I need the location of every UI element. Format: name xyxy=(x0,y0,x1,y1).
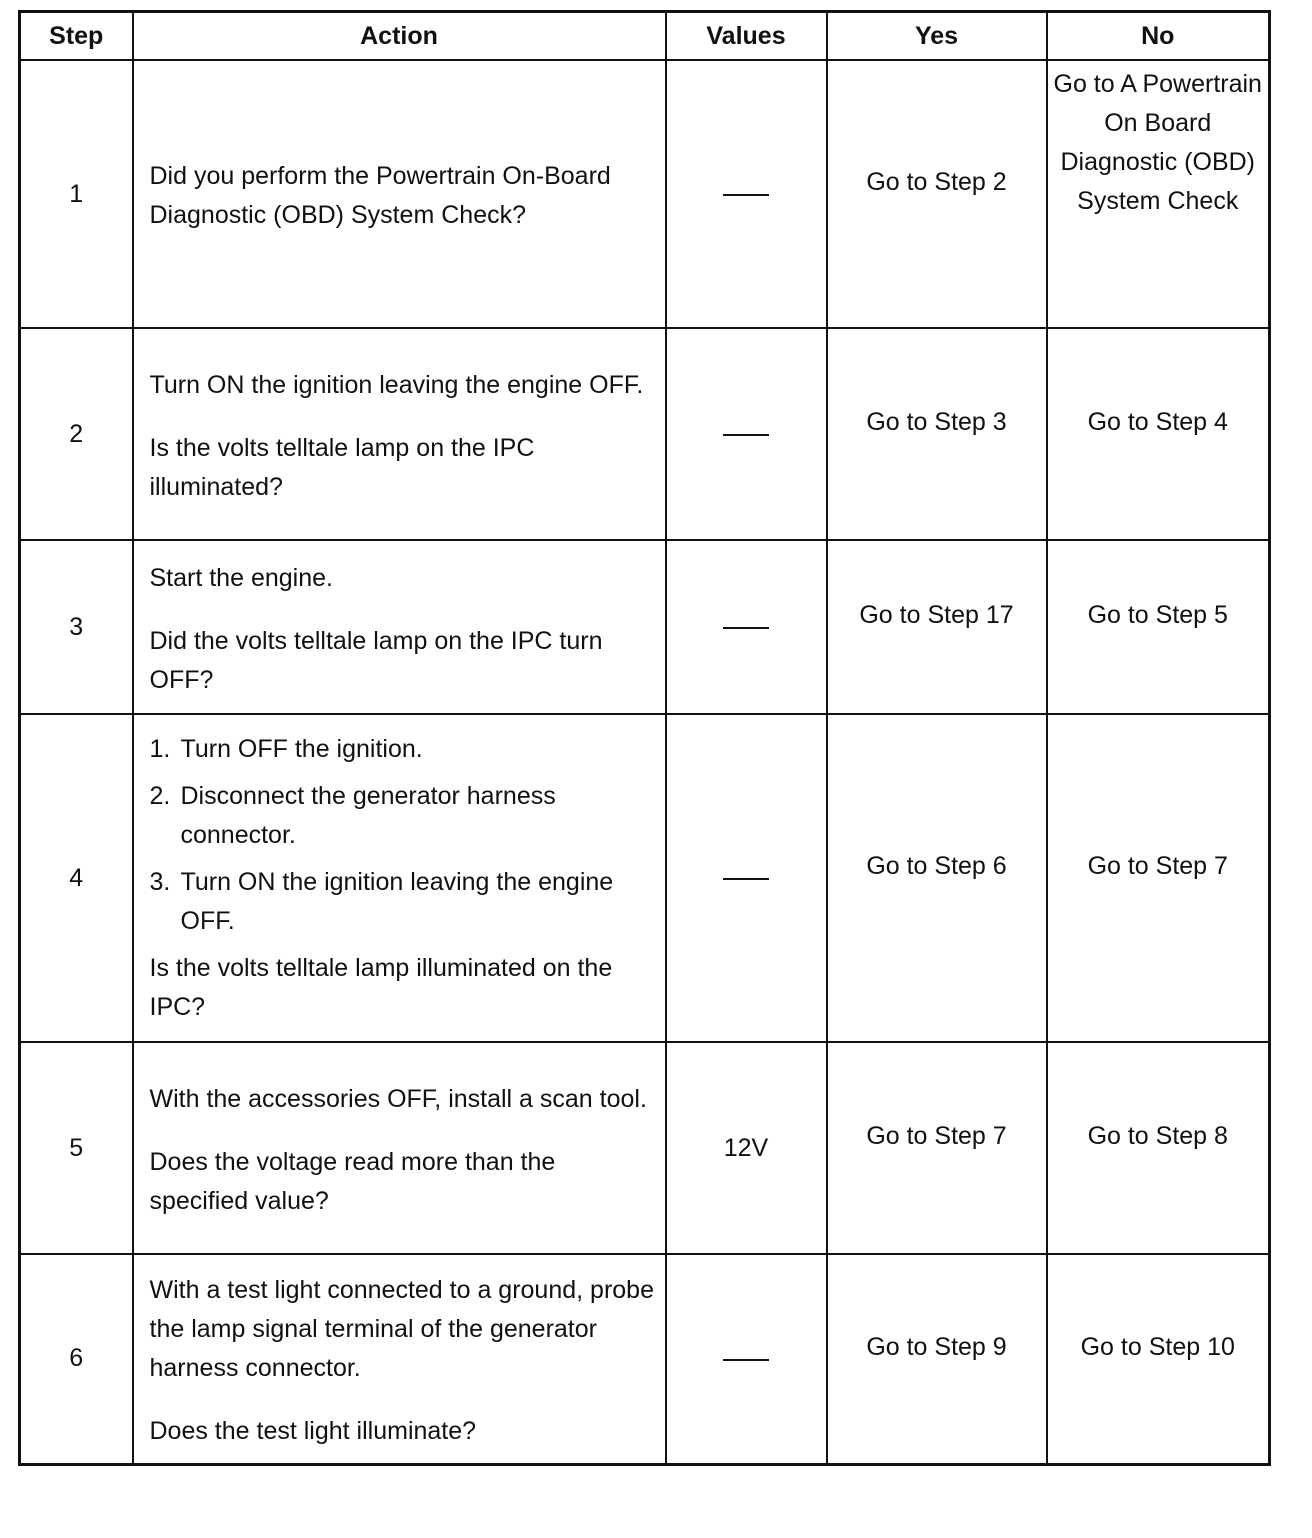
yes-result: Go to Step 7 xyxy=(827,1042,1047,1254)
header-no: No xyxy=(1047,12,1270,61)
value-cell xyxy=(666,60,827,328)
action-cell xyxy=(133,540,666,714)
step-number: 5 xyxy=(20,1042,133,1254)
action-text: Did you perform the Powertrain On-Board Diagnostic (OBD) System Check? xyxy=(149,162,611,229)
header-step: Step xyxy=(20,12,133,61)
yes-result: Go to Step 17 xyxy=(827,540,1047,714)
empty-value-dash xyxy=(723,194,769,196)
action-cell xyxy=(133,1042,666,1254)
table-row xyxy=(20,328,1270,540)
action-question: Did the volts telltale lamp on the IPC turn OFF? xyxy=(149,626,603,694)
table-row xyxy=(20,60,1270,328)
substep-item: 1. Turn OFF the ignition. xyxy=(149,734,423,763)
header-action: Action xyxy=(133,12,666,61)
action-question: Is the volts telltale lamp illuminated on the IPC? xyxy=(149,953,613,1021)
action-text: With a test light connected to a ground, probe the lamp signal terminal of the generator harness connector. xyxy=(149,1275,654,1382)
step-number: 2 xyxy=(20,328,133,540)
action-question: Is the volts telltale lamp on the IPC illuminated? xyxy=(149,433,535,501)
value-cell xyxy=(666,328,827,540)
diagnostic-table xyxy=(18,10,1271,1466)
empty-value-dash xyxy=(723,878,769,880)
yes-result: Go to Step 3 xyxy=(827,328,1047,540)
empty-value-dash xyxy=(723,627,769,629)
empty-value-dash xyxy=(723,434,769,436)
value-cell xyxy=(666,540,827,714)
step-number: 3 xyxy=(20,540,133,714)
yes-result: Go to Step 2 xyxy=(827,60,1047,328)
empty-value-dash xyxy=(723,1359,769,1361)
action-cell xyxy=(133,328,666,540)
yes-result: Go to Step 9 xyxy=(827,1254,1047,1464)
table-row xyxy=(20,540,1270,714)
action-text: With the accessories OFF, install a scan tool. xyxy=(149,1084,647,1113)
no-result: Go to Step 8 xyxy=(1047,1042,1270,1254)
substep-list xyxy=(150,730,655,941)
table-row xyxy=(20,714,1270,1042)
value-cell: 12V xyxy=(666,1042,827,1254)
substep-item: 3. Turn ON the ignition leaving the engine OFF. xyxy=(149,867,614,935)
step-number: 1 xyxy=(20,60,133,328)
no-result: Go to A Powertrain On Board Diagnostic (OBD) System Check xyxy=(1047,60,1270,328)
no-result: Go to Step 4 xyxy=(1047,328,1270,540)
action-cell xyxy=(133,60,666,328)
header-yes: Yes xyxy=(827,12,1047,61)
action-text: Turn ON the ignition leaving the engine OFF. xyxy=(149,370,644,399)
yes-result: Go to Step 6 xyxy=(827,714,1047,1042)
header-row xyxy=(20,12,1270,61)
substep-item: 2. Disconnect the generator harness connector. xyxy=(149,781,556,849)
step-number: 6 xyxy=(20,1254,133,1464)
table-row xyxy=(20,1254,1270,1464)
no-result: Go to Step 7 xyxy=(1047,714,1270,1042)
value-cell xyxy=(666,1254,827,1464)
value-cell xyxy=(666,714,827,1042)
action-text: Start the engine. xyxy=(149,563,333,592)
action-cell xyxy=(133,714,666,1042)
action-question: Does the voltage read more than the specified value? xyxy=(149,1147,556,1215)
table-row xyxy=(20,1042,1270,1254)
header-values: Values xyxy=(666,12,827,61)
step-number: 4 xyxy=(20,714,133,1042)
action-cell xyxy=(133,1254,666,1464)
no-result: Go to Step 10 xyxy=(1047,1254,1270,1464)
action-question: Does the test light illuminate? xyxy=(149,1416,477,1445)
no-result: Go to Step 5 xyxy=(1047,540,1270,714)
